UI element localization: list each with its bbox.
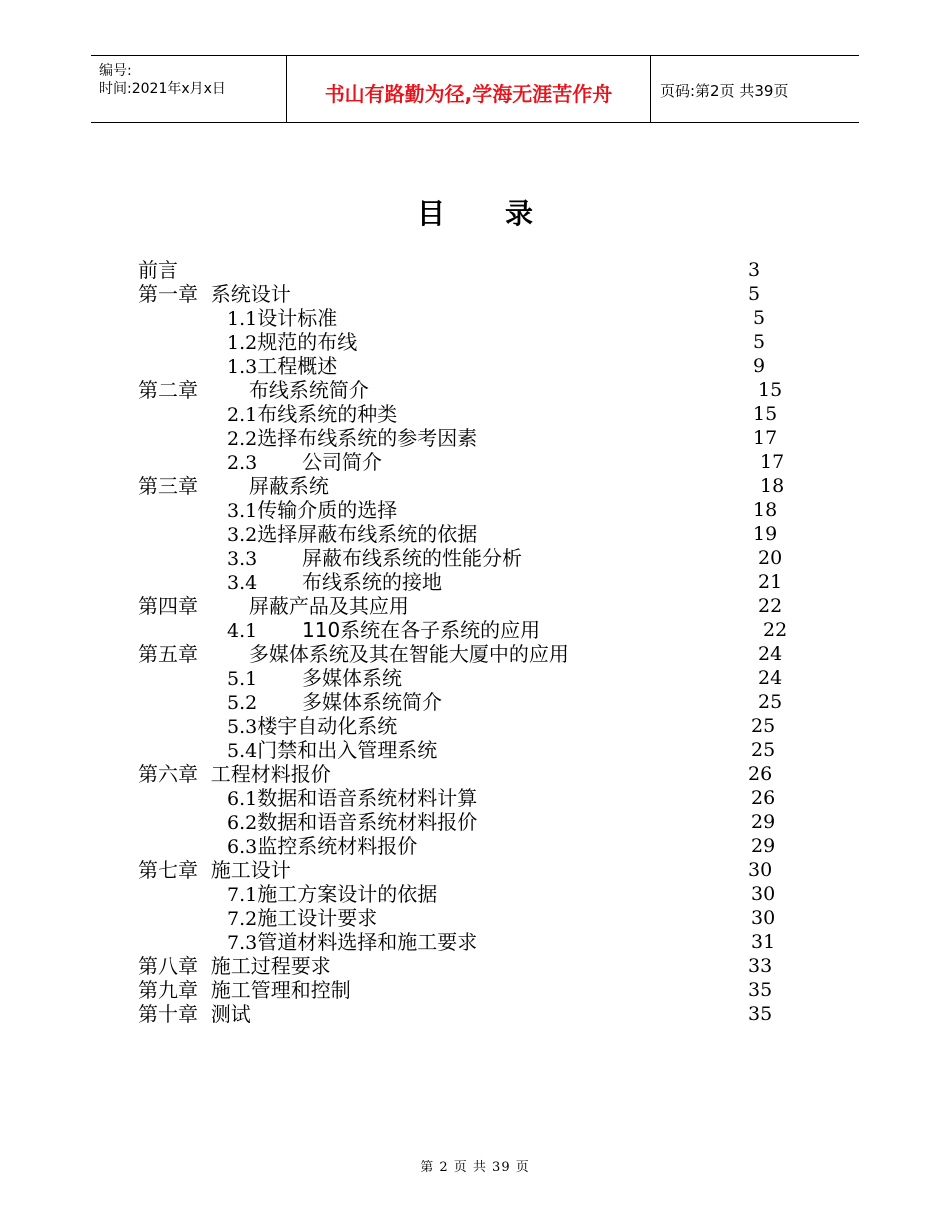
toc-section-number: 7.1 <box>227 884 258 906</box>
toc-title: 目录 <box>416 197 593 230</box>
toc-chapter-row <box>0 258 950 282</box>
document-number-label: 编号: <box>99 63 132 79</box>
toc-page-number: 35 <box>748 1003 773 1025</box>
toc-section-number: 6.2 <box>227 812 258 834</box>
toc-entry-title: 第四章 屏蔽产品及其应用 <box>138 594 409 618</box>
toc-section-text: 布线系统的种类 <box>257 402 398 426</box>
toc-section-text: 选择屏蔽布线系统的依据 <box>257 522 478 546</box>
toc-entry-title: 第一章 系统设计 <box>138 282 291 306</box>
toc-section-number: 1.3 <box>227 356 258 378</box>
toc-section-number: 3.2 <box>227 524 258 546</box>
toc-page-number: 22 <box>758 595 783 617</box>
toc-entry-title: 前言 <box>138 258 178 282</box>
toc-page-number: 17 <box>760 451 785 473</box>
toc-chapter-row <box>0 978 950 1002</box>
toc-section-row <box>0 666 950 690</box>
toc-page-number: 30 <box>751 883 776 905</box>
header-page-info: 页码:第2页 共39页 <box>660 82 789 100</box>
toc-section-row <box>0 402 950 426</box>
toc-section-row <box>0 930 950 954</box>
document-time-label: 时间:2021年x月x日 <box>99 81 226 97</box>
toc-section-number: 5.1 <box>227 668 258 690</box>
toc-page-number: 25 <box>751 739 776 761</box>
toc-page-number: 18 <box>753 499 778 521</box>
toc-section-row <box>0 714 950 738</box>
toc-section-number: 5.3 <box>227 716 258 738</box>
toc-entry-title <box>227 882 437 907</box>
toc-entry-title <box>227 306 337 331</box>
toc-entry-title: 第八章 施工过程要求 <box>138 954 331 978</box>
toc-entry-title <box>227 330 357 355</box>
header-page-cell <box>650 56 859 122</box>
toc-section-row <box>0 546 950 570</box>
toc-section-number: 5.2 <box>227 692 258 714</box>
toc-section-row <box>0 426 950 450</box>
toc-section-text: 监控系统材料报价 <box>257 834 418 858</box>
toc-section-row <box>0 690 950 714</box>
toc-entry-title <box>227 402 397 427</box>
toc-page-number: 24 <box>758 643 783 665</box>
toc-section-number: 6.1 <box>227 788 258 810</box>
toc-page-number: 5 <box>748 283 761 305</box>
toc-section-text: 规范的布线 <box>257 330 358 354</box>
toc-entry-title <box>227 618 541 643</box>
toc-entry-title <box>227 714 397 739</box>
toc-section-text: 施工设计要求 <box>257 906 378 930</box>
toc-section-number: 4.1 <box>227 620 258 642</box>
toc-entry-title: 第九章 施工管理和控制 <box>138 978 351 1002</box>
toc-page-number: 3 <box>748 259 761 281</box>
toc-page-number: 19 <box>753 523 778 545</box>
toc-section-text: 屏蔽布线系统的性能分析 <box>302 546 522 570</box>
toc-entry-title <box>227 498 397 523</box>
toc-entry-title: 第六章 工程材料报价 <box>138 762 331 786</box>
toc-page-number: 21 <box>758 571 783 593</box>
toc-page-number: 5 <box>753 307 766 329</box>
toc-page-number: 29 <box>751 811 776 833</box>
toc-section-number: 7.2 <box>227 908 258 930</box>
toc-page-number: 30 <box>751 907 776 929</box>
toc-section-number: 7.3 <box>227 932 258 954</box>
toc-section-text: 工程概述 <box>257 354 338 378</box>
toc-entry-title <box>227 906 377 931</box>
toc-entry-title <box>227 546 522 571</box>
toc-section-text: 传输介质的选择 <box>257 498 398 522</box>
toc-section-row <box>0 834 950 858</box>
toc-page-number: 29 <box>751 835 776 857</box>
toc-section-text: 选择布线系统的参考因素 <box>257 426 478 450</box>
toc-entry-title <box>227 810 477 835</box>
toc-page-number: 26 <box>751 787 776 809</box>
toc-page-number: 20 <box>758 547 783 569</box>
toc-entry-title: 第七章 施工设计 <box>138 858 291 882</box>
toc-entry-title <box>227 450 382 475</box>
page-footer: 第 2 页 共 39 页 <box>420 1160 530 1175</box>
toc-section-row <box>0 906 950 930</box>
header-motto: 书山有路勤为径,学海无涯苦作舟 <box>324 82 613 106</box>
toc-entry-title <box>227 738 437 763</box>
toc-page-number: 5 <box>753 331 766 353</box>
toc-section-text: 多媒体系统简介 <box>302 690 442 714</box>
toc-section-row <box>0 882 950 906</box>
toc-section-text: 多媒体系统 <box>302 666 402 690</box>
toc-chapter-row <box>0 282 950 306</box>
toc-section-text: 数据和语音系统材料报价 <box>257 810 478 834</box>
toc-section-text: 设计标准 <box>257 306 338 330</box>
toc-entry-title <box>227 834 417 859</box>
toc-page-number: 17 <box>753 427 778 449</box>
toc-chapter-row <box>0 642 950 666</box>
toc-entry-title: 第三章 屏蔽系统 <box>138 474 329 498</box>
toc-section-text: 门禁和出入管理系统 <box>257 738 438 762</box>
toc-chapter-row <box>0 858 950 882</box>
toc-section-text: 布线系统的接地 <box>302 570 442 594</box>
toc-section-text: 数据和语音系统材料计算 <box>257 786 478 810</box>
toc-page-number: 25 <box>758 691 783 713</box>
toc-section-number: 2.1 <box>227 404 258 426</box>
toc-section-number: 6.3 <box>227 836 258 858</box>
toc-section-row <box>0 330 950 354</box>
toc-page-number: 35 <box>748 979 773 1001</box>
toc-entry-title <box>227 690 442 715</box>
toc-section-row <box>0 810 950 834</box>
toc-section-text: 110系统在各子系统的应用 <box>302 618 541 642</box>
toc-chapter-row <box>0 762 950 786</box>
toc-entry-title: 第二章 布线系统简介 <box>138 378 369 402</box>
toc-section-row <box>0 570 950 594</box>
toc-section-text: 施工方案设计的依据 <box>257 882 438 906</box>
toc-entry-title: 第十章 测试 <box>138 1002 251 1026</box>
toc-page-number: 31 <box>751 931 776 953</box>
toc-section-row <box>0 786 950 810</box>
toc-entry-title <box>227 522 477 547</box>
toc-section-number: 1.1 <box>227 308 258 330</box>
toc-entry-title <box>227 786 477 811</box>
toc-entry-title <box>227 426 477 451</box>
toc-section-text: 管道材料选择和施工要求 <box>257 930 478 954</box>
toc-chapter-row <box>0 378 950 402</box>
toc-entry-title <box>227 930 477 955</box>
toc-section-row <box>0 354 950 378</box>
toc-section-number: 2.3 <box>227 452 258 474</box>
toc-section-number: 3.4 <box>227 572 258 594</box>
toc-chapter-row <box>0 474 950 498</box>
toc-chapter-row <box>0 594 950 618</box>
toc-section-number: 3.1 <box>227 500 258 522</box>
toc-page-number: 30 <box>748 859 773 881</box>
header-motto-cell <box>286 56 651 122</box>
toc-page-number: 9 <box>753 355 766 377</box>
toc-section-row <box>0 450 950 474</box>
toc-page-number: 15 <box>758 379 783 401</box>
toc-section-text: 楼宇自动化系统 <box>257 714 398 738</box>
toc-entry-title <box>227 570 442 595</box>
toc-entry-title <box>227 354 337 379</box>
toc-section-number: 3.3 <box>227 548 258 570</box>
toc-page-number: 18 <box>760 475 785 497</box>
toc-page-number: 24 <box>758 667 783 689</box>
toc-section-row <box>0 738 950 762</box>
toc-page-number: 15 <box>753 403 778 425</box>
toc-chapter-row <box>0 1002 950 1026</box>
toc-section-text: 公司简介 <box>302 450 382 474</box>
toc-page-number: 22 <box>763 619 788 641</box>
toc-section-row <box>0 498 950 522</box>
toc-section-number: 5.4 <box>227 740 258 762</box>
page-header <box>91 55 859 123</box>
toc-section-row <box>0 522 950 546</box>
toc-page-number: 25 <box>751 715 776 737</box>
toc-entry-title <box>227 666 402 691</box>
toc-section-number: 2.2 <box>227 428 258 450</box>
toc-section-number: 1.2 <box>227 332 258 354</box>
toc-chapter-row <box>0 954 950 978</box>
toc-section-row <box>0 618 950 642</box>
toc-page-number: 26 <box>748 763 773 785</box>
toc-section-row <box>0 306 950 330</box>
toc-entry-title: 第五章 多媒体系统及其在智能大厦中的应用 <box>138 642 569 666</box>
header-meta-cell <box>91 56 286 122</box>
toc-page-number: 33 <box>748 955 773 977</box>
